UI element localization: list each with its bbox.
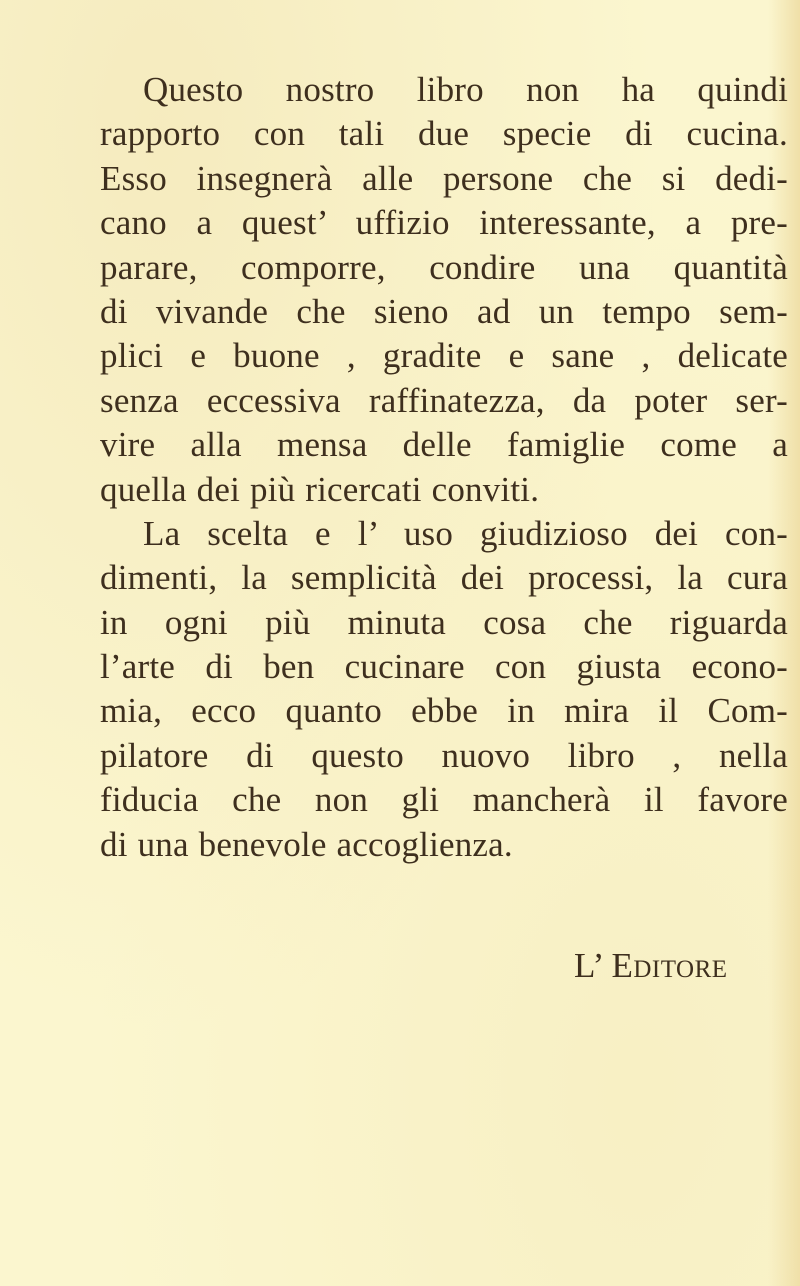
text-line: vire alla mensa delle famiglie come a [100,425,788,465]
text-line: fiducia che non gli mancherà il favore [100,780,788,820]
text-line: plici e buone , gradite e sane , delicate [100,336,788,376]
text-line: Questo nostro libro non ha quindi [143,70,788,109]
text-line: in ogni più minuta cosa che riguarda [100,602,788,642]
text-line: quella dei più ricercati conviti. [100,469,540,509]
text-line: dimenti, la semplicità dei processi, la cura [100,558,788,598]
text-line: La scelta e l’ uso giudizioso dei con- [143,513,788,553]
text-line: di una benevole accoglienza. [100,824,513,864]
paragraph-1 [100,68,788,512]
text-line: rapporto con tali due specie di cucina. [100,114,788,154]
text-line: di vivande che sieno ad un tempo sem- [100,291,788,331]
text-line: parare, comporre, condire una quantità [100,247,788,287]
text-line: Esso insegnerà alle persone che si dedi- [100,158,788,198]
text-line: pilatore di questo nuovo libro , nella [100,735,788,775]
document-page [100,68,788,867]
text-line: mia, ecco quanto ebbe in mira il Com- [100,691,788,731]
signature: L’ Editore [574,946,728,985]
paragraph-2 [100,512,788,867]
text-line: cano a quest’ uffizio interessante, a pre- [100,203,788,243]
text-line: senza eccessiva raffinatezza, da poter ser- [100,380,788,420]
text-line: l’arte di ben cucinare con giusta econo- [100,647,788,687]
